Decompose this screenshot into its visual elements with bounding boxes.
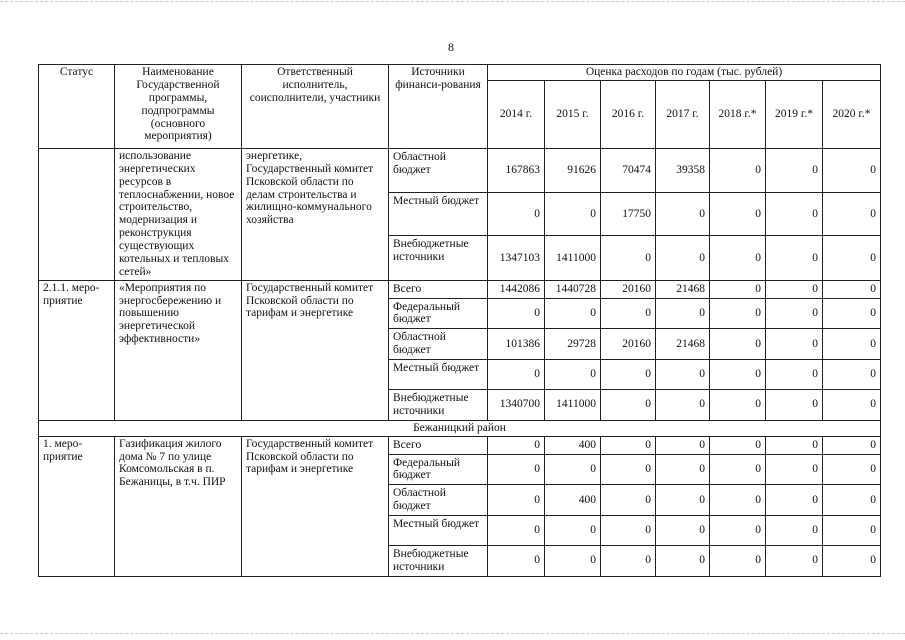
scan-edge-top xyxy=(0,1,905,2)
table-row xyxy=(39,280,881,298)
value-cell: 0 xyxy=(601,436,656,454)
funding-source-cell: Всего xyxy=(389,280,488,298)
value-cell: 1440728 xyxy=(545,280,601,298)
budget-table xyxy=(38,64,881,577)
responsible-cell: энергетике, Государственный комитет Псковской области по делам строительства и жилищно-коммунального хозяйства xyxy=(242,148,389,280)
funding-source-cell: Внебюджетные источники xyxy=(389,236,488,280)
value-cell: 0 xyxy=(710,280,766,298)
value-cell: 0 xyxy=(823,546,881,577)
value-cell: 0 xyxy=(601,236,656,280)
value-cell: 0 xyxy=(656,436,710,454)
value-cell: 167863 xyxy=(488,148,545,192)
value-cell: 0 xyxy=(710,298,766,329)
table-row xyxy=(39,436,881,454)
funding-source-cell: Внебюджетные источники xyxy=(389,546,488,577)
value-cell: 400 xyxy=(545,485,601,516)
value-cell: 0 xyxy=(823,280,881,298)
value-cell: 20160 xyxy=(601,329,656,360)
table-row xyxy=(39,148,881,192)
value-cell: 0 xyxy=(710,390,766,421)
year-header: 2014 г. xyxy=(488,80,545,148)
value-cell: 0 xyxy=(545,193,601,236)
header-responsible: Ответственный исполнитель, соисполнители, участники xyxy=(242,65,389,149)
value-cell: 0 xyxy=(488,298,545,329)
value-cell: 0 xyxy=(823,436,881,454)
funding-source-cell: Всего xyxy=(389,436,488,454)
responsible-cell: Государственный комитет Псковской области по тарифам и энергетике xyxy=(242,436,389,576)
value-cell: 0 xyxy=(823,454,881,485)
value-cell: 20160 xyxy=(601,280,656,298)
program-name-cell: Газификация жилого дома № 7 по улице Комсомольская в п. Бежаницы, в т.ч. ПИР xyxy=(115,436,242,576)
value-cell: 21468 xyxy=(656,280,710,298)
value-cell: 0 xyxy=(488,516,545,546)
value-cell: 0 xyxy=(656,454,710,485)
header-name: Наименование Государственной программы, подпрограммы (основного мероприятия) xyxy=(115,65,242,149)
year-header: 2018 г.* xyxy=(710,80,766,148)
value-cell: 0 xyxy=(766,436,823,454)
value-cell: 0 xyxy=(601,485,656,516)
header-estimate: Оценка расходов по годам (тыс. рублей) xyxy=(488,65,881,81)
responsible-cell: Государственный комитет Псковской области по тарифам и энергетике xyxy=(242,280,389,420)
header-status: Статус xyxy=(39,65,115,149)
value-cell: 0 xyxy=(710,329,766,360)
value-cell: 0 xyxy=(823,148,881,192)
value-cell: 0 xyxy=(656,516,710,546)
value-cell: 0 xyxy=(656,236,710,280)
value-cell: 0 xyxy=(710,148,766,192)
value-cell: 0 xyxy=(601,454,656,485)
value-cell: 0 xyxy=(488,546,545,577)
value-cell: 1347103 xyxy=(488,236,545,280)
value-cell: 0 xyxy=(656,485,710,516)
value-cell: 0 xyxy=(823,193,881,236)
value-cell: 0 xyxy=(766,485,823,516)
funding-source-cell: Федеральный бюджет xyxy=(389,298,488,329)
value-cell: 0 xyxy=(656,546,710,577)
value-cell: 0 xyxy=(766,546,823,577)
funding-source-cell: Местный бюджет xyxy=(389,516,488,546)
value-cell: 0 xyxy=(601,390,656,421)
value-cell: 0 xyxy=(710,193,766,236)
value-cell: 21468 xyxy=(656,329,710,360)
value-cell: 0 xyxy=(766,298,823,329)
section-row xyxy=(39,420,881,436)
status-cell xyxy=(39,148,115,280)
value-cell: 0 xyxy=(656,298,710,329)
year-header: 2015 г. xyxy=(545,80,601,148)
status-cell: 1. меро-приятие xyxy=(39,436,115,576)
value-cell: 0 xyxy=(823,298,881,329)
value-cell: 0 xyxy=(601,298,656,329)
funding-source-cell: Областной бюджет xyxy=(389,148,488,192)
value-cell: 0 xyxy=(545,360,601,390)
section-title: Бежаницкий район xyxy=(39,420,881,436)
value-cell: 0 xyxy=(656,193,710,236)
funding-source-cell: Областной бюджет xyxy=(389,485,488,516)
value-cell: 0 xyxy=(823,390,881,421)
value-cell: 0 xyxy=(823,360,881,390)
value-cell: 0 xyxy=(710,236,766,280)
value-cell: 0 xyxy=(823,485,881,516)
value-cell: 0 xyxy=(656,360,710,390)
funding-source-cell: Местный бюджет xyxy=(389,360,488,390)
value-cell: 0 xyxy=(766,516,823,546)
value-cell: 0 xyxy=(766,193,823,236)
value-cell: 101386 xyxy=(488,329,545,360)
header-sources: Источники финанси-рования xyxy=(389,65,488,149)
value-cell: 0 xyxy=(766,148,823,192)
program-name-cell: использование энергетических ресурсов в теплоснабжении, новое строительство, модернизация и реконструкция существующих котельных и тепловых сетей» xyxy=(115,148,242,280)
value-cell: 0 xyxy=(823,236,881,280)
value-cell: 29728 xyxy=(545,329,601,360)
value-cell: 17750 xyxy=(601,193,656,236)
funding-source-cell: Федеральный бюджет xyxy=(389,454,488,485)
year-header: 2019 г.* xyxy=(766,80,823,148)
value-cell: 0 xyxy=(766,454,823,485)
value-cell: 39358 xyxy=(656,148,710,192)
value-cell: 0 xyxy=(488,454,545,485)
value-cell: 0 xyxy=(710,454,766,485)
value-cell: 0 xyxy=(488,193,545,236)
value-cell: 0 xyxy=(766,329,823,360)
value-cell: 0 xyxy=(710,360,766,390)
value-cell: 1411000 xyxy=(545,390,601,421)
year-header: 2016 г. xyxy=(601,80,656,148)
value-cell: 0 xyxy=(545,546,601,577)
value-cell: 1340700 xyxy=(488,390,545,421)
value-cell: 0 xyxy=(488,436,545,454)
value-cell: 400 xyxy=(545,436,601,454)
value-cell: 0 xyxy=(545,298,601,329)
value-cell: 0 xyxy=(601,360,656,390)
value-cell: 0 xyxy=(766,236,823,280)
program-name-cell: «Мероприятия по энергосбережению и повышению энергетической эффективности» xyxy=(115,280,242,420)
value-cell: 0 xyxy=(545,454,601,485)
funding-source-cell: Внебюджетные источники xyxy=(389,390,488,421)
value-cell: 0 xyxy=(488,485,545,516)
value-cell: 0 xyxy=(823,516,881,546)
value-cell: 0 xyxy=(823,329,881,360)
value-cell: 0 xyxy=(766,360,823,390)
value-cell: 1442086 xyxy=(488,280,545,298)
value-cell: 0 xyxy=(545,516,601,546)
value-cell: 0 xyxy=(601,516,656,546)
funding-source-cell: Областной бюджет xyxy=(389,329,488,360)
value-cell: 0 xyxy=(710,516,766,546)
value-cell: 0 xyxy=(766,390,823,421)
value-cell: 0 xyxy=(710,546,766,577)
value-cell: 70474 xyxy=(601,148,656,192)
value-cell: 0 xyxy=(710,485,766,516)
value-cell: 0 xyxy=(488,360,545,390)
value-cell: 1411000 xyxy=(545,236,601,280)
value-cell: 0 xyxy=(710,436,766,454)
value-cell: 91626 xyxy=(545,148,601,192)
scan-edge-bottom xyxy=(0,633,905,634)
funding-source-cell: Местный бюджет xyxy=(389,193,488,236)
value-cell: 0 xyxy=(656,390,710,421)
status-cell: 2.1.1. меро-приятие xyxy=(39,280,115,420)
year-header: 2020 г.* xyxy=(823,80,881,148)
value-cell: 0 xyxy=(766,280,823,298)
value-cell: 0 xyxy=(601,546,656,577)
year-header: 2017 г. xyxy=(656,80,710,148)
page-number: 8 xyxy=(448,40,454,54)
